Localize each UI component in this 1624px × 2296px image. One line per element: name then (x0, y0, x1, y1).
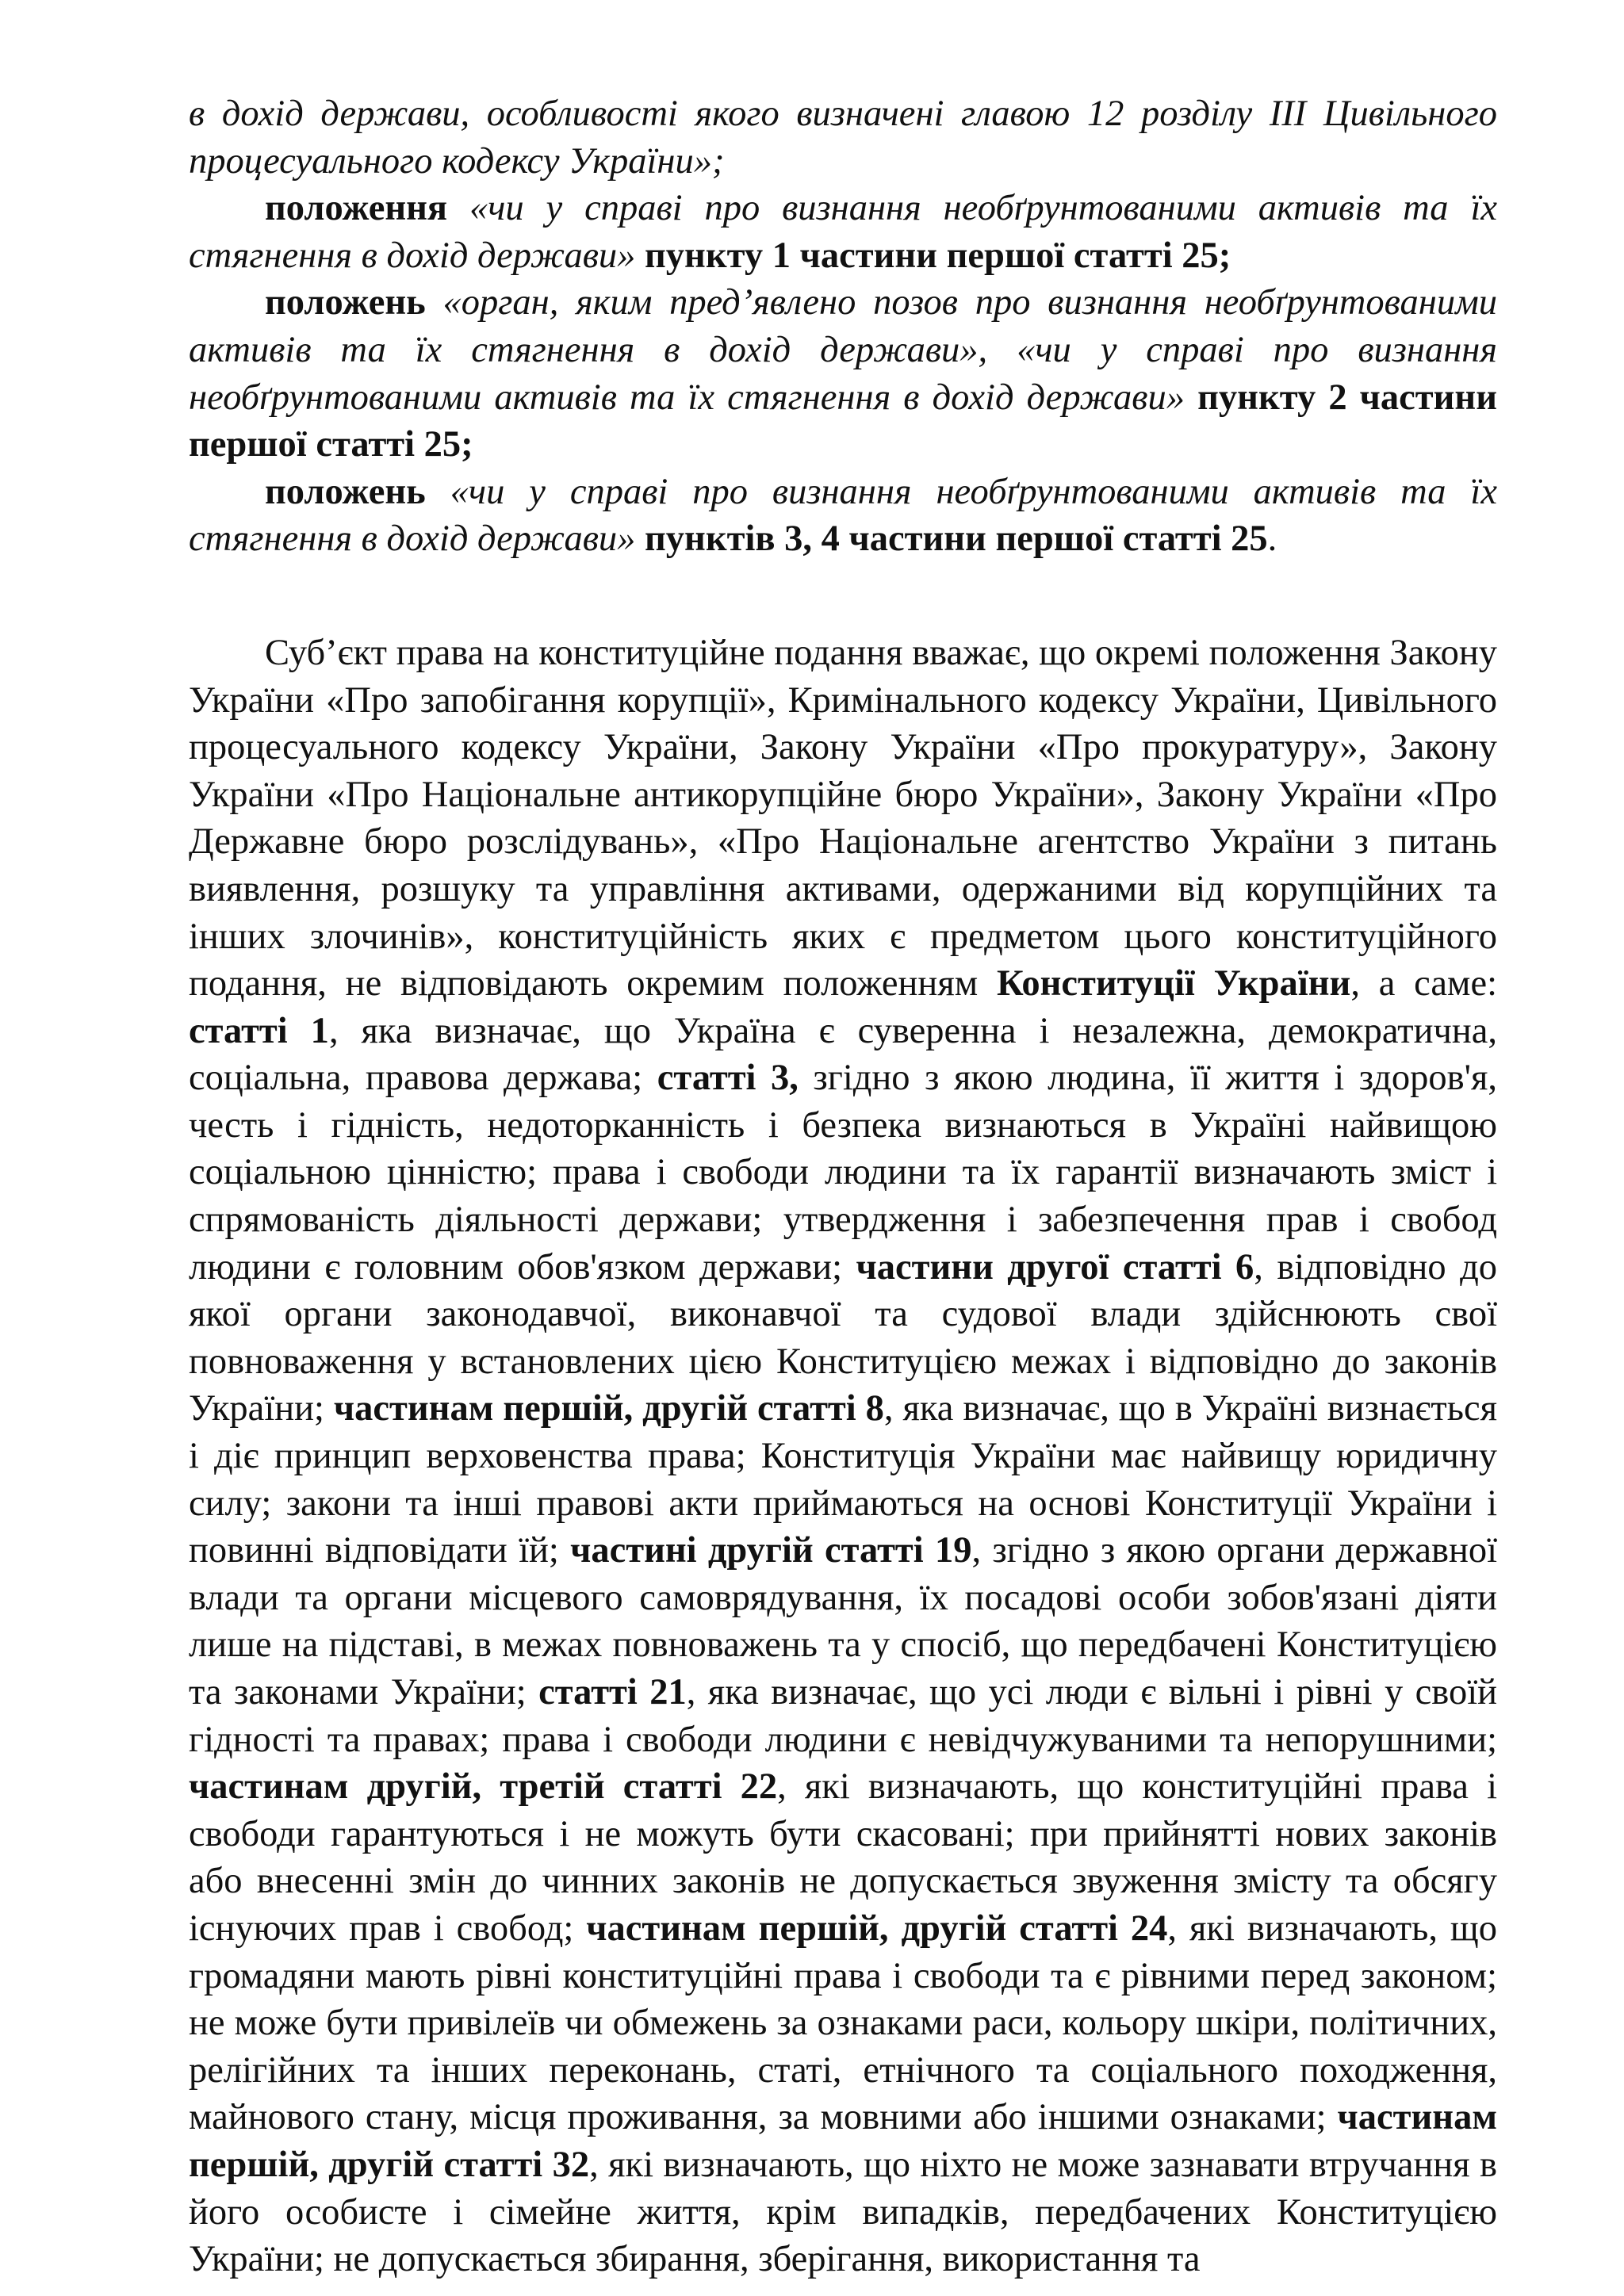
main-text-06: , яка визначає, що в Україні визнається і діє принцип верховенства права; Конституція України має найвищу юридичну силу; закони та інші правові акти приймаються на основі Конституції України і повинні відповідати їй; (189, 1388, 1497, 1571)
document-body (189, 90, 1497, 2283)
main-text-07: , згідно з якою органи державної влади та органи місцевого самоврядування, їх посадові особи зобов'язані діяти лише на підставі, в межах повноважень та у спосіб, що передбачені Конституцією та законами України; (189, 1530, 1497, 1712)
main-bold-06: частині другій статті 19 (570, 1530, 972, 1571)
main-bold-08: частинам другій, третій статті 22 (189, 1766, 778, 1808)
item1-quote: «чи у справі про визнання необґрунтованими активів та їх стягнення в дохід держави» (189, 188, 1497, 276)
main-paragraph (189, 629, 1497, 2283)
item2-lead: положень (265, 282, 426, 323)
item2-tail: пункту 2 частини першої статті 25; (189, 377, 1498, 465)
main-text-05: , відповідно до якої органи законодавчої, виконавчої та судової влади здійснюють свої повноваження у встановлених цією Конституцією межах і відповідно до законів України; (189, 1246, 1498, 1429)
continuation-paragraph (189, 90, 1497, 185)
main-text-10: , які визначають, що громадяни мають рівні конституційні права і свободи та є рівними перед законом; не може бути привілеїв чи обмежень за ознаками раси, кольору шкіри, політичних, релігійних та інших переконань, статі, етнічного та соціального походження, майнового стану, місця проживання, за мовними або іншими ознаками; (189, 1908, 1497, 2138)
main-bold-09: частинам першій, другій статті 24 (586, 1908, 1168, 1949)
main-text-02: , а саме: (1350, 963, 1498, 1004)
paragraph-gap (189, 563, 1497, 629)
main-text-03: , яка визначає, що Україна є суверенна і незалежна, демократична, соціальна, правова держава; (189, 1010, 1497, 1099)
main-bold-01: Конституції України (996, 963, 1351, 1004)
main-bold-07: статті 21 (538, 1672, 687, 1712)
main-text-01: Суб’єкт права на конституційне подання вважає, що окремі положення Закону України «Про запобігання корупції», Кримінального кодексу України, Цивільного процесуального кодексу України, Закону України «Про прокуратуру», Закону України «Про Національне антикорупційне бюро України», Закону України «Про Державне бюро розслідувань», «Про Національне агентство України з питань виявлення, розшуку та управління активами, одержаними від корупційних та інших злочинів», конституційність яких є предметом цього конституційного подання, не відповідають окремим положенням (189, 632, 1497, 1004)
item3-end: . (1267, 519, 1277, 560)
main-bold-03: статті 3, (657, 1058, 799, 1099)
main-text-04: згідно з якою людина, її життя і здоров'я, честь і гідність, недоторканність і безпека визнаються в Україні найвищою соціальною цінністю; права і свободи людини та їх гарантії визначають зміст і спрямованість діяльності держави; утвердження і забезпечення прав і свобод людини є головним обов'язком держави; (189, 1058, 1497, 1288)
list-item-1 (189, 185, 1497, 279)
item3-quote: «чи у справі про визнання необґрунтованими активів та їх стягнення в дохід держави» (189, 471, 1497, 560)
list-item-2 (189, 279, 1497, 468)
main-text-08: , яка визначає, що усі люди є вільні і рівні у своїй гідності та правах; права і свободи людини є невідчужуваними та непорушними; (189, 1672, 1497, 1760)
item3-lead: положень (265, 471, 426, 512)
main-bold-05: частинам першій, другій статті 8 (333, 1388, 884, 1429)
list-item-3 (189, 469, 1497, 563)
continuation-text: в дохід держави, особливості якого визначені главою 12 розділу III Цивільного процесуального кодексу України»; (189, 94, 1497, 182)
main-text-11: , які визначають, що ніхто не може зазнавати втручання в його особисте і сімейне життя, крім випадків, передбачених Конституцією України; не допускається збирання, зберігання, використання та (189, 2144, 1497, 2280)
main-text-09: , які визначають, що конституційні права і свободи гарантуються і не можуть бути скасовані; при прийнятті нових законів або внесенні змін до чинних законів не допускається звуження змісту та обсягу існуючих прав і свобод; (189, 1766, 1498, 1949)
item1-tail: пункту 1 частини першої статті 25; (645, 235, 1231, 276)
main-bold-04: частини другої статті 6 (856, 1246, 1254, 1288)
main-bold-02: статті 1 (189, 1010, 329, 1051)
item2-quote: «орган, яким пред’явлено позов про визнання необґрунтованими активів та їх стягнення в дохід держави», «чи у справі про визнання необґрунтованими активів та їх стягнення в дохід держави» (189, 282, 1498, 418)
main-bold-10: частинам першій, другій статті 32 (189, 2097, 1498, 2185)
item3-tail: пунктів 3, 4 частини першої статті 25 (645, 519, 1268, 560)
item1-lead: положення (265, 188, 448, 229)
